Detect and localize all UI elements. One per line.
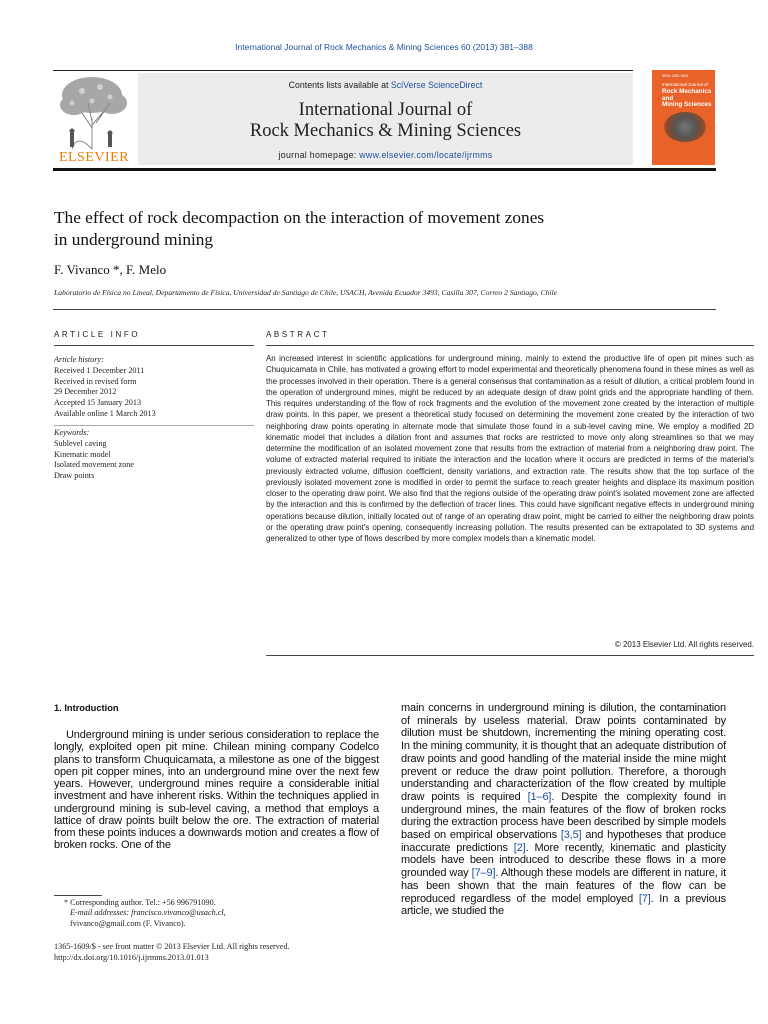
contents-prefix: Contents lists available at xyxy=(288,80,391,90)
body-column-left xyxy=(54,729,379,852)
journal-title-line2: Rock Mechanics & Mining Sciences xyxy=(249,121,522,141)
abstract-text: An increased interest in scientific applications for underground mining, mainly to extend the productive life of open pit mines such as Chuquicamata in Chile, has motivated a growing effort to model experimental and theoretically phenomena found in these mines as well as the processes involved in their operation. There is a general consensus that contamination as a result of dilution, a critical problem found in the operation of underground mines, might be reduced by an adequate design of draw point grids and the appropriate handling of them. This requires understanding of the flow of rock fragments and the evolution of the movement zone created by the interaction of multiple draw points. In this paper, we present a theoretical study focused on determining the movement zone created by the interaction of two neighboring draw points operating in alternate mode that simulate those found in a sub-level caving mine. We employ a modified 2D kinematic model that includes a dilation front and assumes that rocks are restricted to move only along streamlines so that we may determine the modification of an isolated movement zone that results from the extraction of material from a neighboring draw point. The volume of extracted material required to initiate the interaction and the location where it occurs are predicted in terms of the material's previously extracted volume, diffusion coefficient, density variations, and extraction rate. The results show that the top surface of the previously isolated movement zone is modified in order to permit the surface to reach greater heights and displace its maximum position closer to the operating draw point. We also find that the regions outside of the operating draw point's isolated movement zone are affected by the interaction and this is confirmed by the deflection of tracer lines. This could have significant negative effects in underground mining operations because dilution, initially located out of range of an operating draw point, might be carried to either the neighboring draw points or the operating draw point's opening, consequently increasing pollution. The results presented can be extrapolated to 3D systems and generalized to other type of flows described by more complex models than a kinematic model. xyxy=(266,354,754,543)
article-info-rule xyxy=(54,345,254,346)
journal-title-line1: International Journal of xyxy=(298,100,473,120)
keywords-label: Keywords: xyxy=(54,428,90,437)
history-item: Received in revised form xyxy=(54,376,137,386)
cover-line4: Mining Sciences xyxy=(662,101,712,109)
citation-link[interactable]: [7–9] xyxy=(471,867,496,880)
article-title xyxy=(54,207,694,251)
article-title-line2: in underground mining xyxy=(54,230,214,249)
email-line[interactable]: fvivanco@gmail.com (F. Vivanco). xyxy=(70,918,186,928)
keywords xyxy=(54,428,254,482)
article-title-line1: The effect of rock decompaction on the interaction of movement zones xyxy=(54,208,545,227)
article-info-heading: ARTICLE INFO xyxy=(54,330,141,339)
authors[interactable]: F. Vivanco *, F. Melo xyxy=(54,262,167,277)
article-history xyxy=(54,355,254,420)
history-item: Received 1 December 2011 xyxy=(54,365,145,375)
text-run: . More recently, kinematic and plasticity models have been introduced to describe these flows in a more grounded way xyxy=(401,841,727,880)
copyright-notice: © 2013 Elsevier Ltd. All rights reserved. xyxy=(614,640,754,649)
contents-line xyxy=(138,80,633,90)
paragraph xyxy=(401,702,726,918)
text-run: and hypotheses that produce inaccurate predictions xyxy=(401,829,726,854)
keyword-item: Kinematic model xyxy=(54,449,111,459)
footnote xyxy=(54,898,379,929)
citation-link[interactable]: [1–6] xyxy=(527,790,552,803)
homepage-line xyxy=(138,150,633,160)
keyword-item: Draw points xyxy=(54,471,95,481)
paragraph: Underground mining is under serious consideration to replace the longly, exploited open pit mine. Chilean mining company Codelco plans to transform Chuquicamata, a milestone as one of the biggest open pit copper mines, into an underground mine over the next few years. However, underground mines require a considerable initial investment and have inherent risks. Within the techniques applied in underground mining is sub-level caving, a method that employs a lattice of draw points built below the ore. The extraction of material from these points induces a downwards motion and creates a flow of broken rocks. One of the xyxy=(54,729,379,852)
cover-image xyxy=(664,112,706,142)
abstract-heading: ABSTRACT xyxy=(266,330,330,339)
history-label: Article history: xyxy=(54,355,104,364)
body-column-right xyxy=(401,702,726,918)
elsevier-wordmark: ELSEVIER xyxy=(58,150,130,165)
section-heading-introduction: 1. Introduction xyxy=(54,703,119,713)
text-run: main concerns in underground mining is dilution, the contamination of minerals by useless material. Draw points contaminated by dilution must be shutdown, incrementing the mining operating cost. In the mining community, it is thought that an adequate distribution of draw points and good handling of the material inside the mine might prevent or reduce the draw point pollution. Therefore, a thorough understanding and characterization of the flow created by multiple draw points is required xyxy=(401,702,726,803)
cover-line2: Rock Mechanics xyxy=(662,87,712,95)
citation-link[interactable]: [3,5] xyxy=(560,829,582,842)
front-matter xyxy=(54,941,379,963)
journal-citation-link[interactable]: International Journal of Rock Mechanics & Mining Sciences 60 (2013) 381–388 xyxy=(235,42,533,52)
keyword-item: Isolated movement zone xyxy=(54,460,135,470)
header-top-rule xyxy=(53,70,633,71)
text-run: . Although these models are different in nature, it has been shown that the main features of the flow can be reproduced regardless of the model employed xyxy=(401,867,726,905)
title-bottom-rule xyxy=(53,309,716,310)
sciencedirect-link[interactable]: SciVerse ScienceDirect xyxy=(390,80,483,90)
journal-cover-thumbnail[interactable] xyxy=(652,70,715,165)
header-thick-rule xyxy=(53,168,716,171)
issn-line: 1365-1609/$ - see front matter © 2013 Elsevier Ltd. All rights reserved. xyxy=(54,942,290,951)
email-line[interactable]: E-mail addresses: francisco.vivanco@usach.cl, xyxy=(70,908,226,918)
journal-homepage-link[interactable]: www.elsevier.com/locate/ijrmms xyxy=(359,150,493,160)
text-run: . Despite the complexity found in underground mines, the main features of the flow of broken rocks during the extraction process have been described by simple models based on empirical observations xyxy=(401,790,726,842)
history-item: Accepted 15 January 2013 xyxy=(54,398,142,408)
keyword-item: Sublevel caving xyxy=(54,438,107,448)
affiliation: Laboratorio de Física no Lineal, Departamento de Física, Universidad de Santiago de Chile, USACH, Avenida Ecuador 3493, Casilla 307, Correo 2 Santiago, Chile xyxy=(54,288,558,297)
citation-link[interactable]: [7] xyxy=(638,892,651,905)
cover-title xyxy=(662,82,711,109)
history-item: 29 December 2012 xyxy=(54,387,117,397)
journal-title xyxy=(138,100,633,142)
corresponding-author-note: * Corresponding author. Tel.: +56 996791090. xyxy=(64,898,216,907)
doi-link[interactable]: http://dx.doi.org/10.1016/j.ijrmms.2013.01.013 xyxy=(54,953,209,962)
homepage-prefix: journal homepage: xyxy=(278,150,360,160)
cover-line1: International Journal of xyxy=(662,82,708,87)
cover-small-text: ISSN 1365-1609 xyxy=(662,74,688,78)
abstract-bottom-rule xyxy=(266,655,754,656)
footnote-rule xyxy=(54,895,102,896)
history-divider xyxy=(54,425,254,426)
citation-link[interactable]: [2] xyxy=(513,841,526,854)
cover-line3: and xyxy=(662,94,674,102)
abstract-top-rule xyxy=(266,345,754,346)
history-item: Available online 1 March 2013 xyxy=(54,408,156,418)
text-run: . In a previous article, we studied the xyxy=(401,892,726,918)
